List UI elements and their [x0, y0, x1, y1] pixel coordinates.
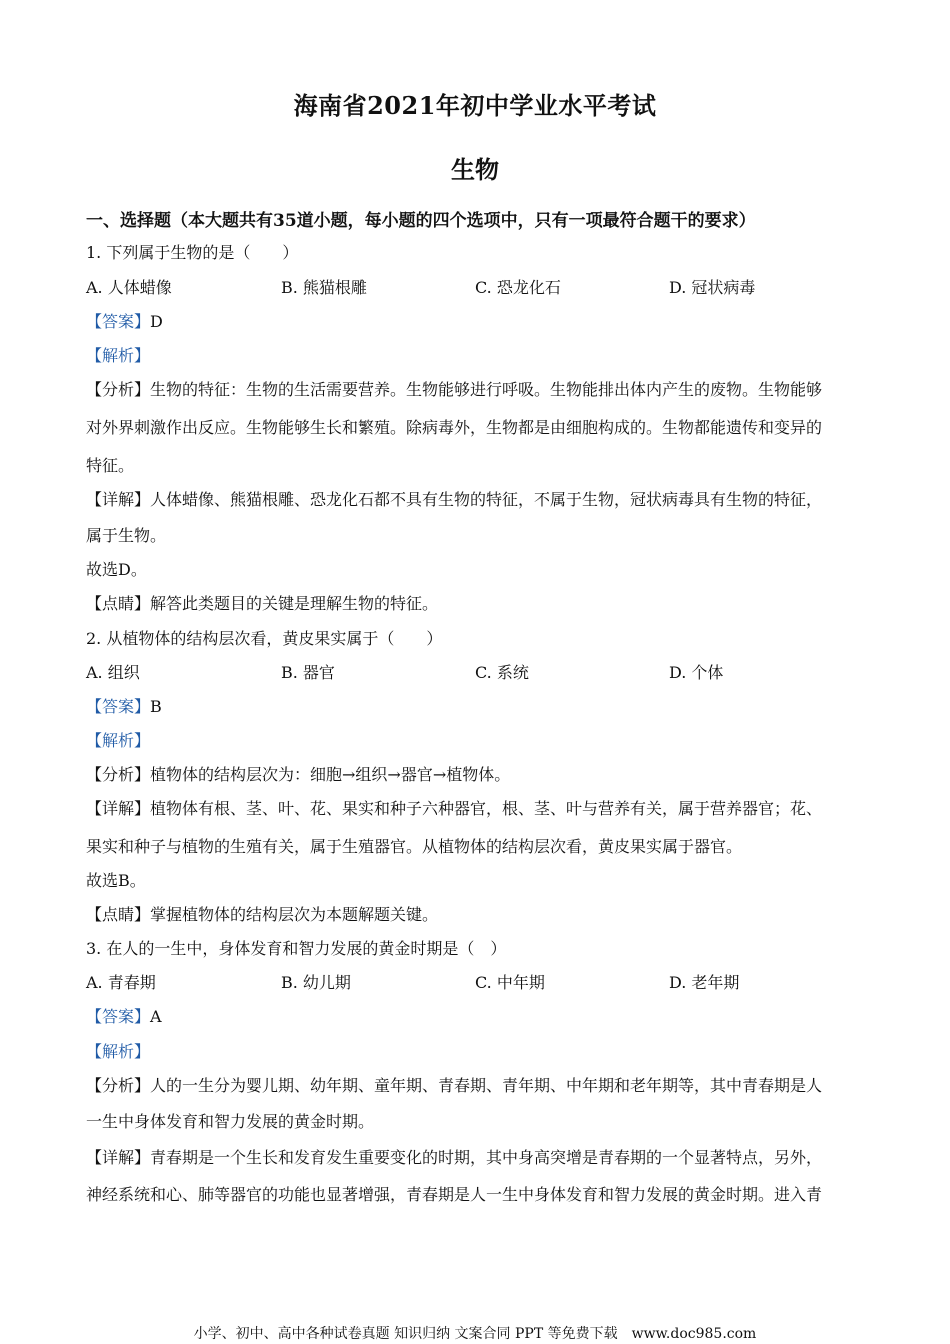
question-1-stem: 1. 下列属于生物的是（ ）	[86, 243, 299, 262]
answer-label: 【答案】	[86, 312, 151, 331]
answer-label: 【答案】	[86, 1007, 151, 1026]
question-3-stem: 3. 在人的一生中，身体发育和智力发展的黄金时期是（ ）	[86, 939, 507, 958]
subject-title: 生物	[451, 155, 499, 184]
question-1-line-4: 【详解】人体蜡像、熊猫根雕、恐龙化石都不具有生物的特征，不属于生物，冠状病毒具有生物的特征，	[86, 490, 823, 509]
answer-label: 【答案】	[86, 697, 151, 716]
question-2-answer	[86, 696, 866, 718]
question-2-line-4: 故选B。	[86, 871, 146, 890]
question-1-line-1: 【分析】生物的特征：生物的生活需要营养。生物能够进行呼吸。生物能排出体内产生的废物。生物能够	[86, 380, 823, 399]
question-1-line-6: 故选D。	[86, 560, 147, 579]
question-3-line-2: 一生中身体发育和智力发展的黄金时期。	[86, 1112, 375, 1131]
question-2-line-2: 【详解】植物体有根、茎、叶、花、果实和种子六种器官，根、茎、叶与营养有关，属于营养器官；花、	[86, 799, 823, 818]
question-1-line-5: 属于生物。	[86, 526, 167, 545]
question-3-line-4: 神经系统和心、肺等器官的功能也显著增强，青春期是人一生中身体发育和智力发展的黄金时期。进入青	[86, 1185, 823, 1204]
answer-value: B	[150, 697, 162, 716]
question-1-option-d: D. 冠状病毒	[669, 278, 756, 297]
section-heading: 一、选择题（本大题共有35道小题，每小题的四个选项中，只有一项最符合题干的要求）	[86, 211, 756, 231]
question-3-option-a: A. 青春期	[86, 973, 156, 992]
question-1-line-2: 对外界刺激作出反应。生物能够生长和繁殖。除病毒外，生物都是由细胞构成的。生物都能遗传和变异的	[86, 418, 823, 437]
question-3-option-d: D. 老年期	[669, 973, 740, 992]
question-2-line-1: 【分析】植物体的结构层次为：细胞→组织→器官→植物体。	[86, 765, 511, 784]
question-1-option-a: A. 人体蜡像	[86, 278, 172, 297]
question-3-analysis-label: 【解析】	[86, 1042, 151, 1061]
question-2-option-a: A. 组织	[86, 663, 140, 682]
answer-value: D	[150, 312, 163, 331]
question-2-line-3: 果实和种子与植物的生殖有关，属于生殖器官。从植物体的结构层次看，黄皮果实属于器官。	[86, 837, 743, 856]
question-2-option-d: D. 个体	[669, 663, 724, 682]
question-1-option-b: B. 熊猫根雕	[281, 278, 367, 297]
question-3-line-1: 【分析】人的一生分为婴儿期、幼年期、童年期、青春期、青年期、中年期和老年期等，其中青春期是人	[86, 1076, 823, 1095]
question-1-line-7: 【点睛】解答此类题目的关键是理解生物的特征。	[86, 594, 439, 613]
question-2-option-c: C. 系统	[475, 663, 529, 682]
question-1-answer	[86, 311, 866, 333]
question-3-option-c: C. 中年期	[475, 973, 545, 992]
question-2-line-5: 【点睛】掌握植物体的结构层次为本题解题关键。	[86, 905, 439, 924]
question-1-analysis-label: 【解析】	[86, 346, 151, 365]
answer-value: A	[150, 1007, 162, 1026]
question-3-line-3: 【详解】青春期是一个生长和发育发生重要变化的时期，其中身高突增是青春期的一个显著特点，另外，	[86, 1148, 823, 1167]
question-1-option-c: C. 恐龙化石	[475, 278, 561, 297]
question-2-option-b: B. 器官	[281, 663, 335, 682]
question-2-stem: 2. 从植物体的结构层次看，黄皮果实属于（ ）	[86, 629, 443, 648]
question-1-line-3: 特征。	[86, 456, 135, 475]
footer-text: 小学、初中、高中各种试卷真题 知识归纳 文案合同 PPT 等免费下载 www.doc985.com	[193, 1326, 757, 1342]
question-3-answer	[86, 1006, 866, 1028]
question-3-option-b: B. 幼儿期	[281, 973, 351, 992]
question-2-analysis-label: 【解析】	[86, 731, 151, 750]
document-title: 海南省2021年初中学业水平考试	[293, 91, 657, 120]
